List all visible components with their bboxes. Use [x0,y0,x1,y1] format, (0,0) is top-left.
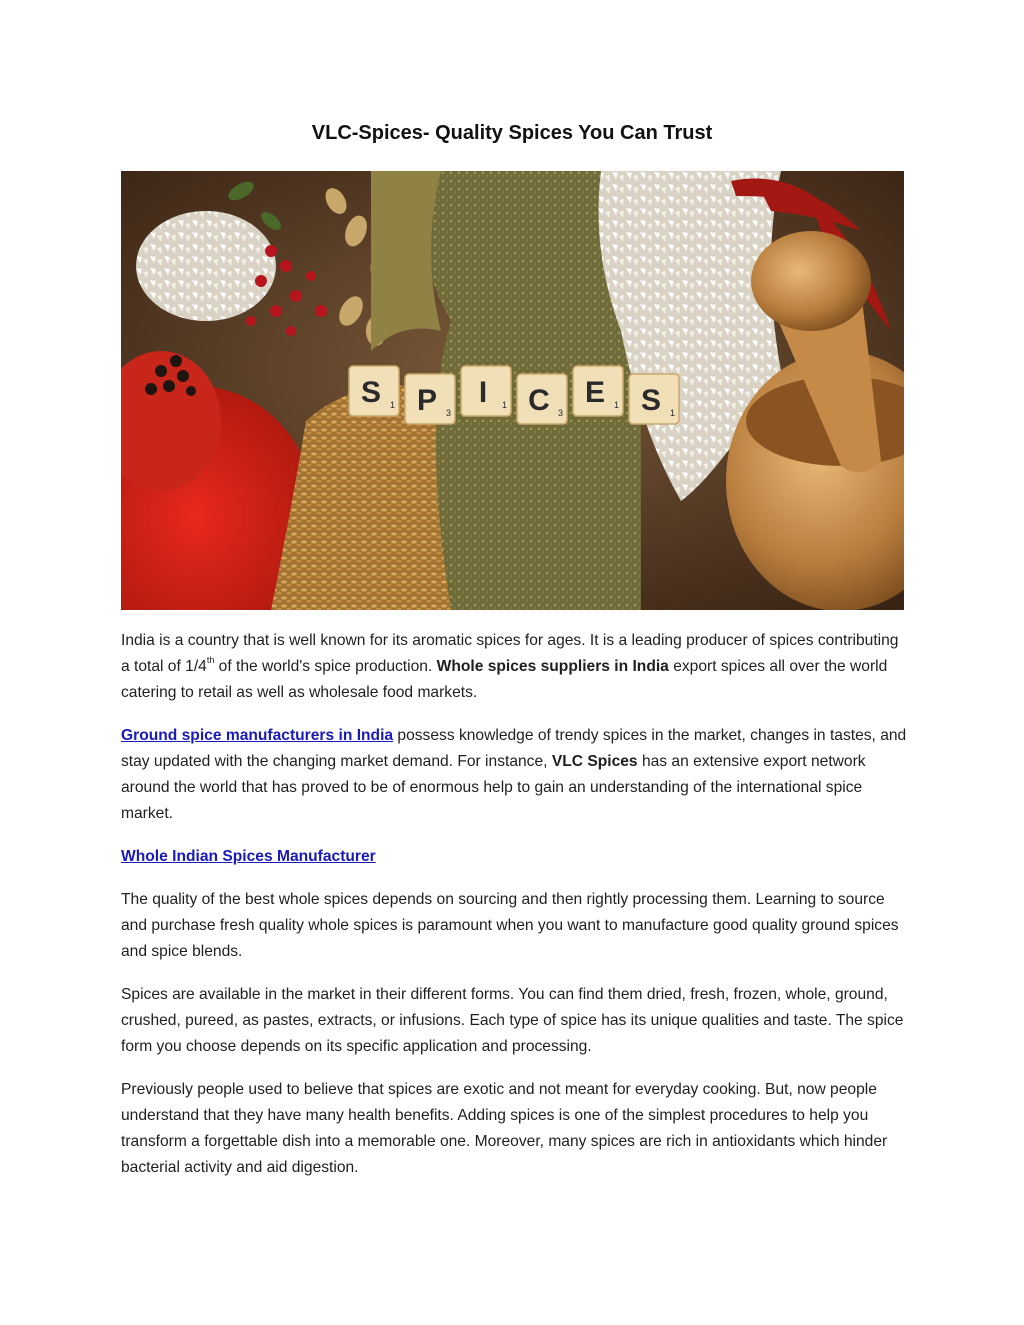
paragraph-quality: The quality of the best whole spices depends on sourcing and then rightly processing them. Learning to source and purchase fresh quality whole spices is paramount when you want to manufacture good quality ground spices and spice blends. [121,891,899,960]
paragraph-ground-spice [121,723,911,827]
scrabble-tile [461,366,511,416]
tile-letter: C [528,384,550,417]
tile-score: 1 [670,408,676,418]
tile-score: 1 [614,400,620,410]
paragraph-health: Previously people used to believe that spices are exotic and not meant for everyday cooking. But, now people understand that they have many health benefits. Adding spices is one of the simplest procedures to help you transform a forgettable dish into a memorable one. Moreover, many spices are rich in antioxidants which hinder bacterial activity and aid digestion. [121,1081,888,1176]
tile-score: 1 [390,400,396,410]
scrabble-tile [517,374,567,424]
tile-letter: I [478,376,488,409]
article-body [121,628,911,1198]
scrabble-tile [405,374,455,424]
intro-bold-phrase: Whole spices suppliers in India [436,658,669,675]
paragraph-forms: Spices are available in the market in their different forms. You can find them dried, fresh, frozen, whole, ground, crushed, pureed, as pastes, extracts, or infusions. Each type of spice has its unique qualities and taste. The spice form you choose depends on its specific application and processing. [121,986,904,1055]
paragraph-intro [121,628,911,706]
ground-spice-manufacturers-link[interactable]: Ground spice manufacturers in India [121,727,394,744]
salt-crystals-left [136,211,276,321]
tile-letter: S [640,384,662,417]
vlc-spices-bold: VLC Spices [551,753,638,770]
intro-text-2: of the world's spice production. [214,658,437,675]
intro-text-3: export spices all over the world catering to retail as well as wholesale food markets. [121,658,888,701]
whole-indian-spices-manufacturer-link[interactable]: Whole Indian Spices Manufacturer [121,848,376,865]
tile-letter: E [584,376,606,409]
paragraph-heading-link [121,844,911,870]
spices-hero-image [121,171,904,610]
scrabble-tile [629,374,679,424]
tile-letter: S [360,376,382,409]
scrabble-tile [573,366,623,416]
tile-score: 3 [558,408,564,418]
ground-spice-text-2: has an extensive export network around the world that has proved to be of enormous help to gain an understanding of the international spice market. [121,753,866,822]
page-title: VLC-Spices- Quality Spices You Can Trust [311,122,713,144]
tile-score: 3 [446,408,452,418]
tile-score: 1 [502,400,508,410]
tile-letter: P [416,384,438,417]
intro-superscript: th [206,654,215,665]
scrabble-tile [349,366,399,416]
intro-text-1: India is a country that is well known for its aromatic spices for ages. It is a leading producer of spices contributing a total of 1/4 [121,632,899,675]
ground-spice-text-1: possess knowledge of trendy spices in the market, changes in tastes, and stay updated with the changing market demand. For instance, [121,727,907,770]
